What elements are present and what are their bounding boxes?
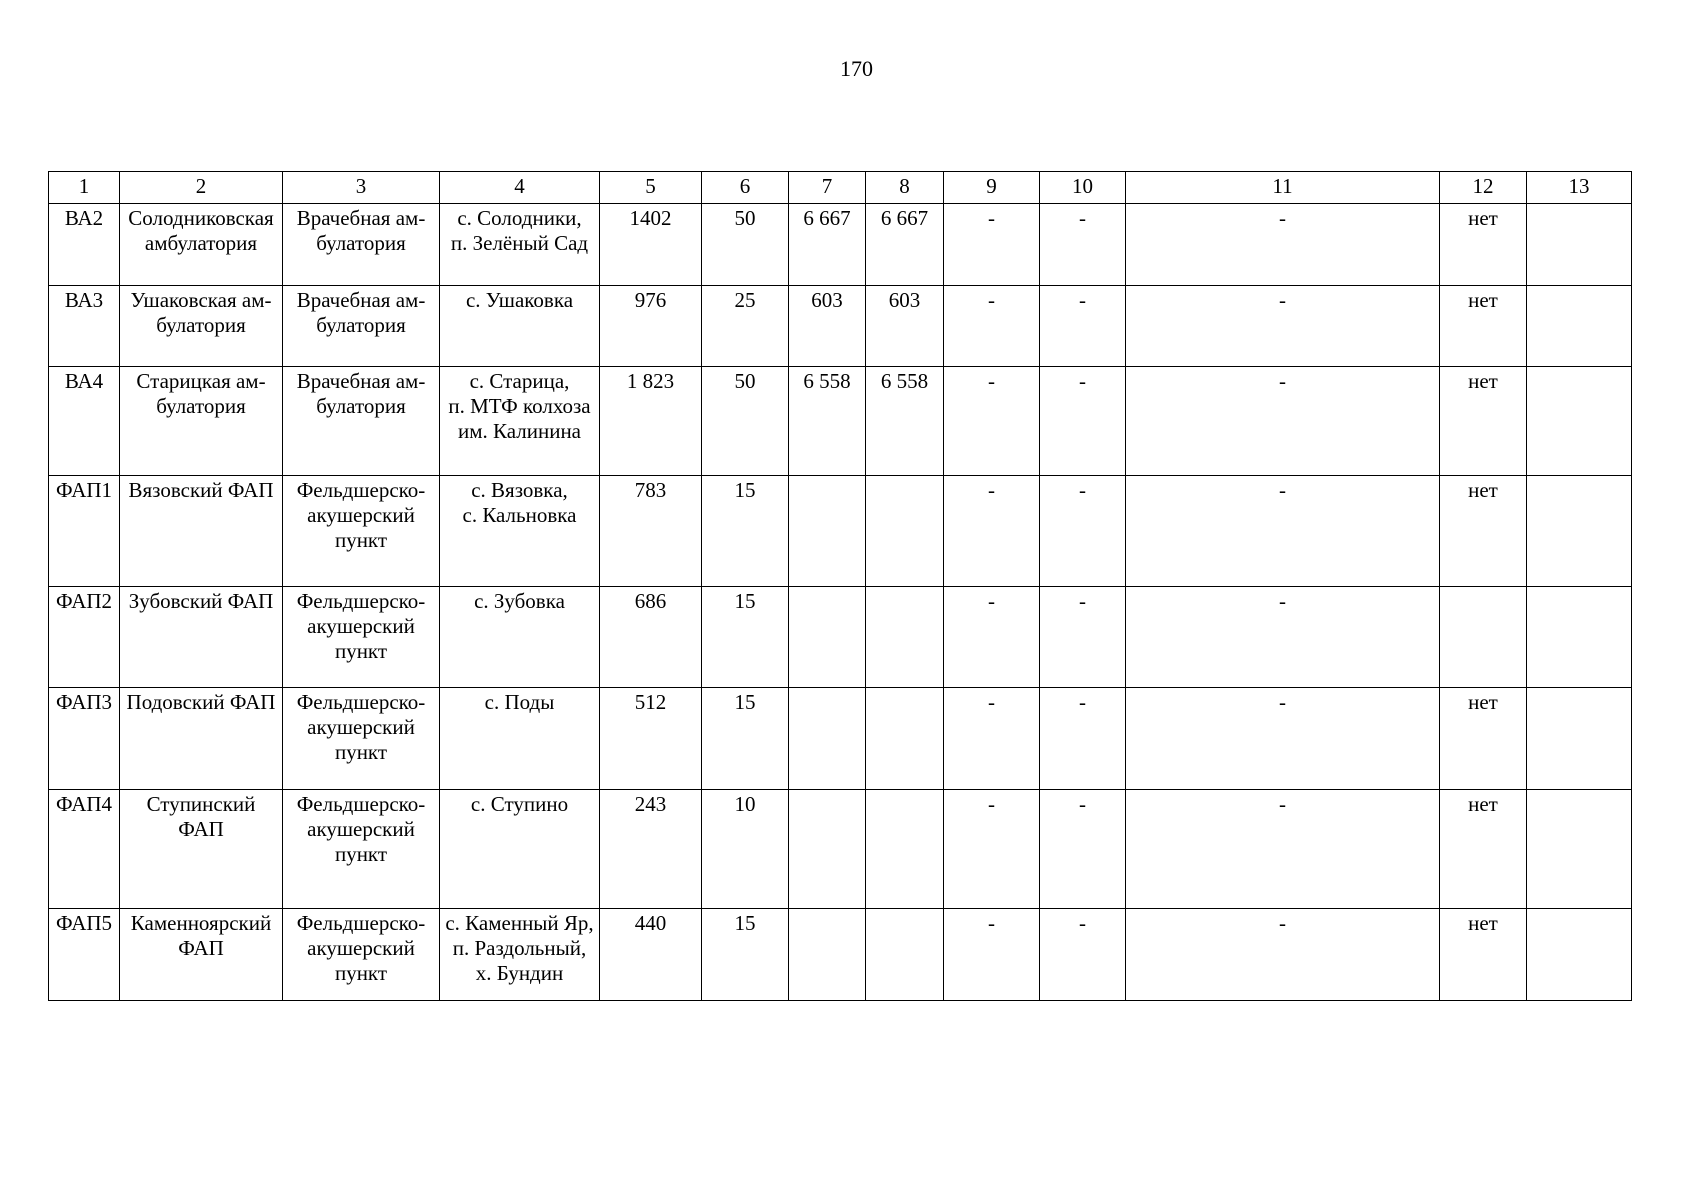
- column-header: 5: [600, 172, 702, 204]
- table-cell: [1527, 367, 1632, 476]
- table-cell: 6 667: [789, 204, 866, 286]
- table-cell: -: [944, 204, 1040, 286]
- table-row: [49, 204, 1632, 286]
- table-cell: -: [1040, 790, 1126, 909]
- table-cell: ФАП1: [49, 476, 120, 587]
- table-cell: -: [1126, 286, 1440, 367]
- table-cell: -: [944, 790, 1040, 909]
- table-cell: 440: [600, 909, 702, 1001]
- column-header: 1: [49, 172, 120, 204]
- table-cell: Врачебная ам- булатория: [283, 367, 440, 476]
- table-cell: [866, 790, 944, 909]
- table-cell: -: [944, 286, 1040, 367]
- table-cell: Старицкая ам- булатория: [120, 367, 283, 476]
- table-cell: 50: [702, 367, 789, 476]
- table-cell: 243: [600, 790, 702, 909]
- table-cell: -: [1126, 476, 1440, 587]
- table-cell: -: [944, 476, 1040, 587]
- table-cell: [789, 688, 866, 790]
- column-header: 7: [789, 172, 866, 204]
- table-cell: с. Солодники, п. Зелёный Сад: [440, 204, 600, 286]
- table-cell: 10: [702, 790, 789, 909]
- table-cell: нет: [1440, 476, 1527, 587]
- table-cell: -: [944, 587, 1040, 688]
- table-cell: с. Зубовка: [440, 587, 600, 688]
- column-header: 10: [1040, 172, 1126, 204]
- table-cell: -: [1126, 367, 1440, 476]
- table-cell: 512: [600, 688, 702, 790]
- table-cell: [1527, 476, 1632, 587]
- table-cell: [789, 790, 866, 909]
- table-cell: [866, 909, 944, 1001]
- column-header: 9: [944, 172, 1040, 204]
- table-cell: 15: [702, 476, 789, 587]
- column-header: 2: [120, 172, 283, 204]
- table-cell: Вязовский ФАП: [120, 476, 283, 587]
- column-header: 8: [866, 172, 944, 204]
- table-cell: 6 558: [866, 367, 944, 476]
- table-cell: нет: [1440, 367, 1527, 476]
- table-cell: нет: [1440, 286, 1527, 367]
- table-cell: ФАП2: [49, 587, 120, 688]
- table-cell: 15: [702, 909, 789, 1001]
- table-cell: -: [1040, 587, 1126, 688]
- data-table: [48, 171, 1632, 1001]
- table-cell: Врачебная ам- булатория: [283, 286, 440, 367]
- table-cell: 976: [600, 286, 702, 367]
- table-cell: Подовский ФАП: [120, 688, 283, 790]
- table-cell: -: [944, 688, 1040, 790]
- table-cell: [1527, 909, 1632, 1001]
- table-cell: Фельдшерско- акушерский пункт: [283, 790, 440, 909]
- table-cell: нет: [1440, 909, 1527, 1001]
- table-cell: -: [1126, 909, 1440, 1001]
- table-cell: ВА2: [49, 204, 120, 286]
- table-cell: Солодниковская амбулатория: [120, 204, 283, 286]
- table-cell: 6 667: [866, 204, 944, 286]
- page-number: 170: [840, 56, 873, 81]
- table-cell: с. Старица, п. МТФ колхоза им. Калинина: [440, 367, 600, 476]
- table-cell: Ушаковская ам- булатория: [120, 286, 283, 367]
- table-cell: [789, 587, 866, 688]
- table-cell: 603: [866, 286, 944, 367]
- table-cell: [866, 688, 944, 790]
- table-cell: -: [1040, 688, 1126, 790]
- table-cell: -: [944, 909, 1040, 1001]
- table-row: [49, 688, 1632, 790]
- table-cell: -: [1040, 367, 1126, 476]
- table-cell: с. Каменный Яр, п. Раздольный, х. Бундин: [440, 909, 600, 1001]
- table-row: [49, 587, 1632, 688]
- table-cell: [866, 587, 944, 688]
- column-header: 4: [440, 172, 600, 204]
- table-cell: -: [1040, 204, 1126, 286]
- column-header: 11: [1126, 172, 1440, 204]
- table-cell: Зубовский ФАП: [120, 587, 283, 688]
- column-header: 6: [702, 172, 789, 204]
- table-cell: Фельдшерско- акушерский пункт: [283, 688, 440, 790]
- table-cell: ВА3: [49, 286, 120, 367]
- table-cell: ФАП5: [49, 909, 120, 1001]
- table-row: [49, 286, 1632, 367]
- table-cell: 25: [702, 286, 789, 367]
- table-cell: ФАП4: [49, 790, 120, 909]
- column-header: 13: [1527, 172, 1632, 204]
- table-cell: нет: [1440, 790, 1527, 909]
- table-cell: 6 558: [789, 367, 866, 476]
- table-cell: Врачебная ам- булатория: [283, 204, 440, 286]
- table-cell: -: [944, 367, 1040, 476]
- table-cell: нет: [1440, 688, 1527, 790]
- table-cell: [1527, 286, 1632, 367]
- table-cell: нет: [1440, 204, 1527, 286]
- table-cell: [789, 476, 866, 587]
- table-cell: -: [1040, 286, 1126, 367]
- table-cell: 603: [789, 286, 866, 367]
- table-cell: -: [1126, 688, 1440, 790]
- table-cell: Ступинский ФАП: [120, 790, 283, 909]
- table-cell: [1527, 790, 1632, 909]
- table-row: [49, 476, 1632, 587]
- table-cell: с. Поды: [440, 688, 600, 790]
- table-cell: [1440, 587, 1527, 688]
- table-cell: 15: [702, 688, 789, 790]
- table-cell: Фельдшерско- акушерский пункт: [283, 909, 440, 1001]
- table-row: [49, 790, 1632, 909]
- table-cell: -: [1040, 909, 1126, 1001]
- table-cell: ФАП3: [49, 688, 120, 790]
- table-cell: [1527, 204, 1632, 286]
- table-cell: -: [1126, 204, 1440, 286]
- column-header: 12: [1440, 172, 1527, 204]
- table-cell: [789, 909, 866, 1001]
- column-header: 3: [283, 172, 440, 204]
- table-cell: с. Ушаковка: [440, 286, 600, 367]
- table-cell: 15: [702, 587, 789, 688]
- table-cell: с. Вязовка, с. Кальновка: [440, 476, 600, 587]
- table-cell: [1527, 688, 1632, 790]
- table-cell: -: [1126, 790, 1440, 909]
- table-cell: Каменноярский ФАП: [120, 909, 283, 1001]
- table-cell: 686: [600, 587, 702, 688]
- table-cell: -: [1040, 476, 1126, 587]
- table-body: [49, 204, 1632, 1001]
- table-cell: 1402: [600, 204, 702, 286]
- table-cell: Фельдшерско- акушерский пункт: [283, 587, 440, 688]
- table-cell: 783: [600, 476, 702, 587]
- table-cell: 50: [702, 204, 789, 286]
- table-row: [49, 909, 1632, 1001]
- table-header-row: [49, 172, 1632, 204]
- table-cell: -: [1126, 587, 1440, 688]
- table-row: [49, 367, 1632, 476]
- table-cell: Фельдшерско- акушерский пункт: [283, 476, 440, 587]
- table-cell: [866, 476, 944, 587]
- table-cell: 1 823: [600, 367, 702, 476]
- table-cell: ВА4: [49, 367, 120, 476]
- table-cell: с. Ступино: [440, 790, 600, 909]
- table-cell: [1527, 587, 1632, 688]
